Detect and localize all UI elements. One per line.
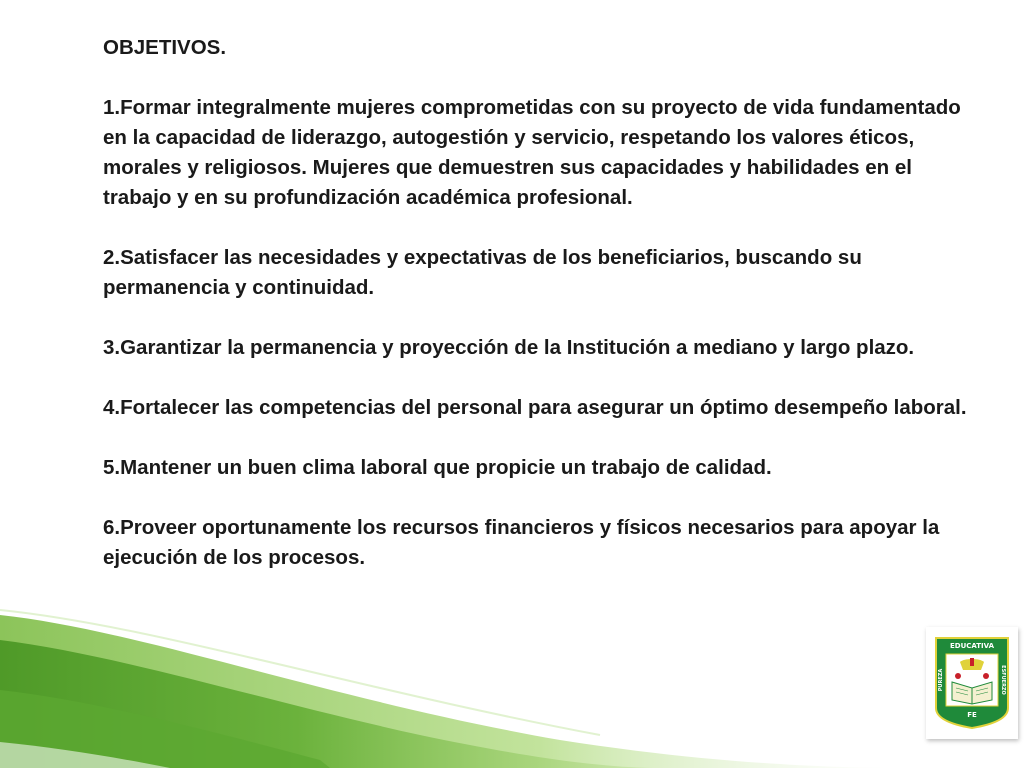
logo-right-text: ESFUERZO [1000,665,1006,695]
logo-top-text: EDUCATIVA [949,642,995,650]
shield-logo-icon [934,636,1010,730]
objective-item-2: 2.Satisfacer las necesidades y expectativas de los beneficiarios, buscando su permanencia y continuidad. [103,246,862,299]
objective-item-3: 3.Garantizar la permanencia y proyección de la Institución a mediano y largo plazo. [103,336,915,359]
logo-left-text: PUREZA [938,668,944,692]
slide-heading: OBJETIVOS. [103,36,227,59]
logo-bottom-text: FE [967,711,977,719]
objective-item-4: 4.Fortalecer las competencias del personal para asegurar un óptimo desempeño laboral. [103,396,967,419]
objectives-text-block [103,33,983,573]
objective-item-6: 6.Proveer oportunamente los recursos financieros y físicos necesarios para apoyar la ejecución de los procesos. [103,516,940,569]
institution-logo [926,627,1018,739]
objective-item-1: 1.Formar integralmente mujeres comprometidas con su proyecto de vida fundamentado en la capacidad de liderazgo, autogestión y servicio, respetando los valores éticos, morales y religiosos. Mujeres que demuestren sus capacidades y habilidades en el trabajo y en su profundización académica profesional. [103,96,961,209]
objective-item-5: 5.Mantener un buen clima laboral que propicie un trabajo de calidad. [103,456,772,479]
